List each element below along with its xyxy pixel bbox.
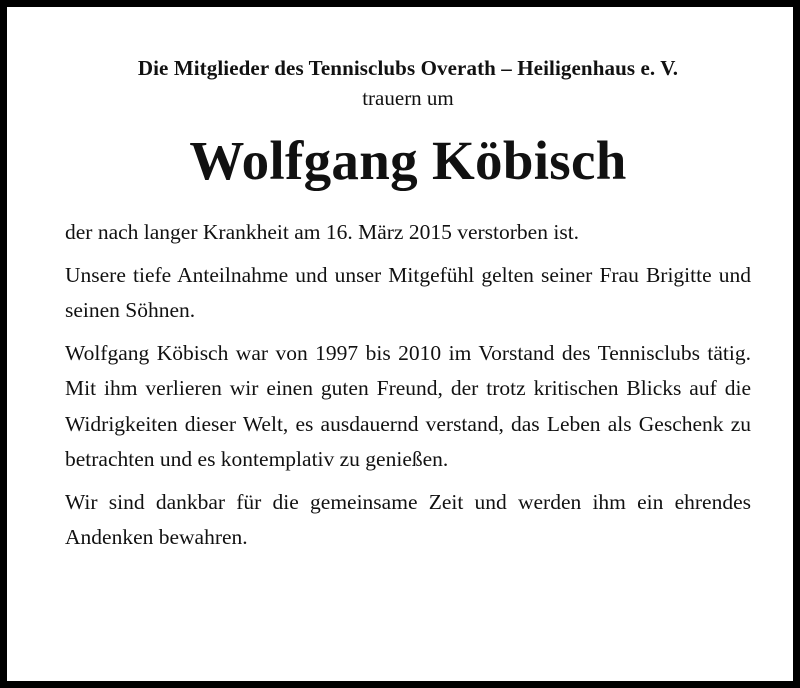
deceased-name: Wolfgang Köbisch: [189, 130, 627, 191]
death-statement: der nach langer Krankheit am 16. März 2015 verstorben ist.: [65, 220, 580, 244]
closing-paragraph: Wir sind dankbar für die gemeinsame Zeit und werden ihm ein ehrendes Andenken bewahren.: [65, 489, 751, 549]
club-members-heading: Die Mitglieder des Tennisclubs Overath – Heiligenhaus e. V.: [137, 56, 679, 80]
condolence-paragraph: Unsere tiefe Anteilnahme und unser Mitgefühl gelten seiner Frau Brigitte und seinen Söhnen.: [65, 262, 751, 322]
tribute-paragraph: Wolfgang Köbisch war von 1997 bis 2010 im Vorstand des Tennisclubs tätig. Mit ihm verlieren wir einen guten Freund, der trotz kritischen Blicks auf die Widrigkeiten dieser Welt, es ausdauernd verstand, das Leben als Geschenk zu betrachten und es kontemplativ zu genießen.: [65, 340, 751, 471]
obituary-content: [65, 53, 751, 556]
mourning-subheading: trauern um: [362, 86, 454, 110]
